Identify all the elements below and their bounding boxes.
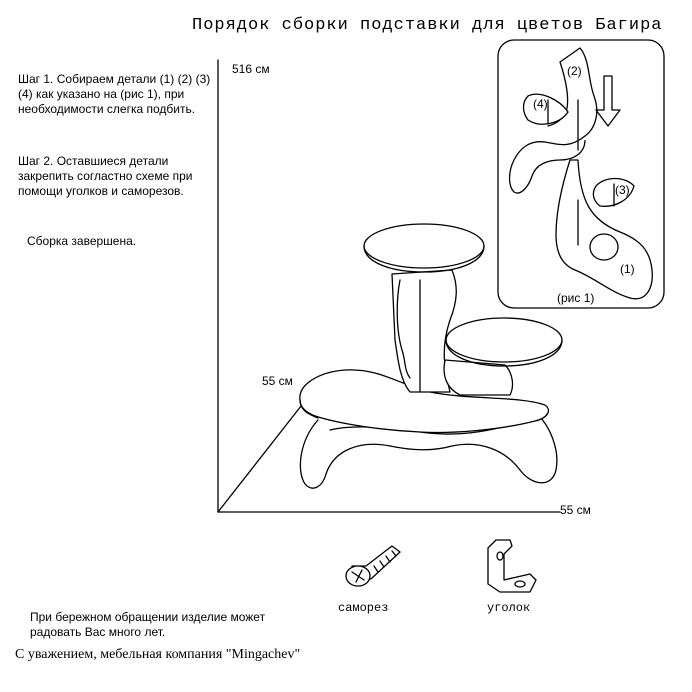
flower-stand-drawing <box>300 224 562 488</box>
screw-label: саморез <box>338 601 389 615</box>
arrow-down-icon <box>596 76 620 126</box>
assembly-complete-text: Сборка завершена. <box>27 234 137 248</box>
step-1-text: Шаг 1. Собираем детали (1) (2) (3) (4) как указано на (рис 1), при необходимости слегка подбить. <box>18 72 211 116</box>
height-dimension-label: 516 см <box>232 62 270 76</box>
part-label-2: (2) <box>567 64 582 78</box>
care-note: При бережном обращении изделие может радовать Вас много лет. <box>30 610 266 639</box>
company-signature: С уважением, мебельная компания "Mingachev" <box>15 647 301 662</box>
bracket-icon <box>488 540 536 592</box>
bracket-label: уголок <box>487 601 531 615</box>
width-dimension-label: 55 см <box>560 503 591 517</box>
part-label-3: (3) <box>615 183 630 197</box>
dimension-axes <box>218 60 560 512</box>
figure-1 <box>498 40 664 308</box>
figure-1-caption: (рис 1) <box>557 291 595 305</box>
part-label-1: (1) <box>620 262 635 276</box>
depth-dimension-label: 55 см <box>262 374 293 388</box>
page-title: Порядок сборки подставки для цветов Багира <box>192 16 663 35</box>
screw-icon <box>346 546 400 586</box>
step-2-text: Шаг 2. Оставшиеся детали закрепить согластно схеме при помощи уголков и саморезов. <box>18 154 193 198</box>
part-label-4: (4) <box>533 97 548 111</box>
